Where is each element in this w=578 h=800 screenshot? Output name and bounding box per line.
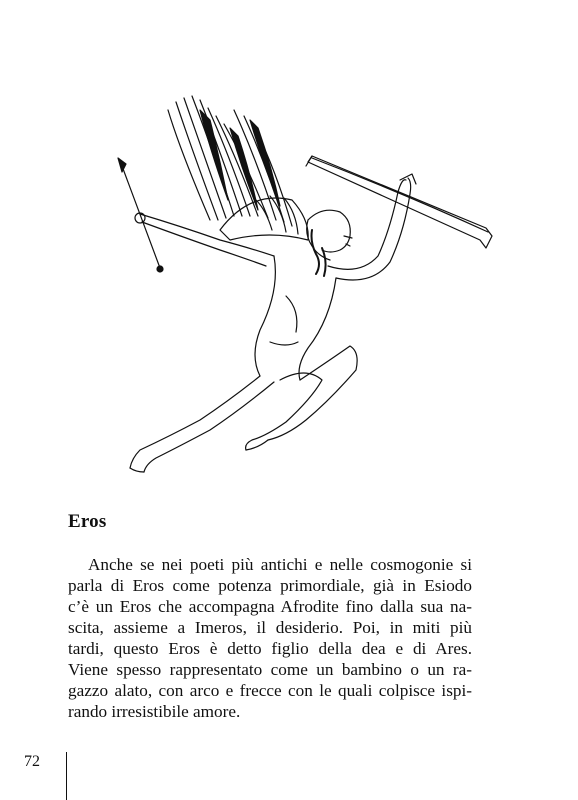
page-number: 72	[24, 753, 40, 770]
body-line: c’è un Eros che accompagna Afrodite fino dalla sua na-	[68, 597, 472, 616]
body-line: rando irresistibile amore.	[68, 702, 241, 721]
eros-illustration	[60, 80, 500, 480]
wing-icon	[168, 96, 308, 240]
body-line: scita, assieme a Imeros, il desiderio. Poi, in miti più	[68, 618, 472, 637]
body-line: Anche se nei poeti più antichi e nelle cosmogonie si	[88, 555, 472, 574]
body-line: gazzo alato, con arco e frecce con le quali colpisce ispi-	[68, 681, 472, 700]
arrow-icon	[118, 158, 163, 272]
body-drawing	[130, 174, 416, 472]
body-line: tardi, questo Eros è detto figlio della dea e di Ares.	[68, 639, 472, 658]
body-line: Viene spesso rappresentato come un bambino o un ra-	[68, 660, 472, 679]
section-body	[68, 554, 472, 722]
section-title: Eros	[68, 511, 107, 532]
page-divider	[66, 752, 67, 800]
body-line: parla di Eros come potenza primordiale, già in Esiodo	[68, 576, 472, 595]
bow-icon	[306, 156, 492, 248]
